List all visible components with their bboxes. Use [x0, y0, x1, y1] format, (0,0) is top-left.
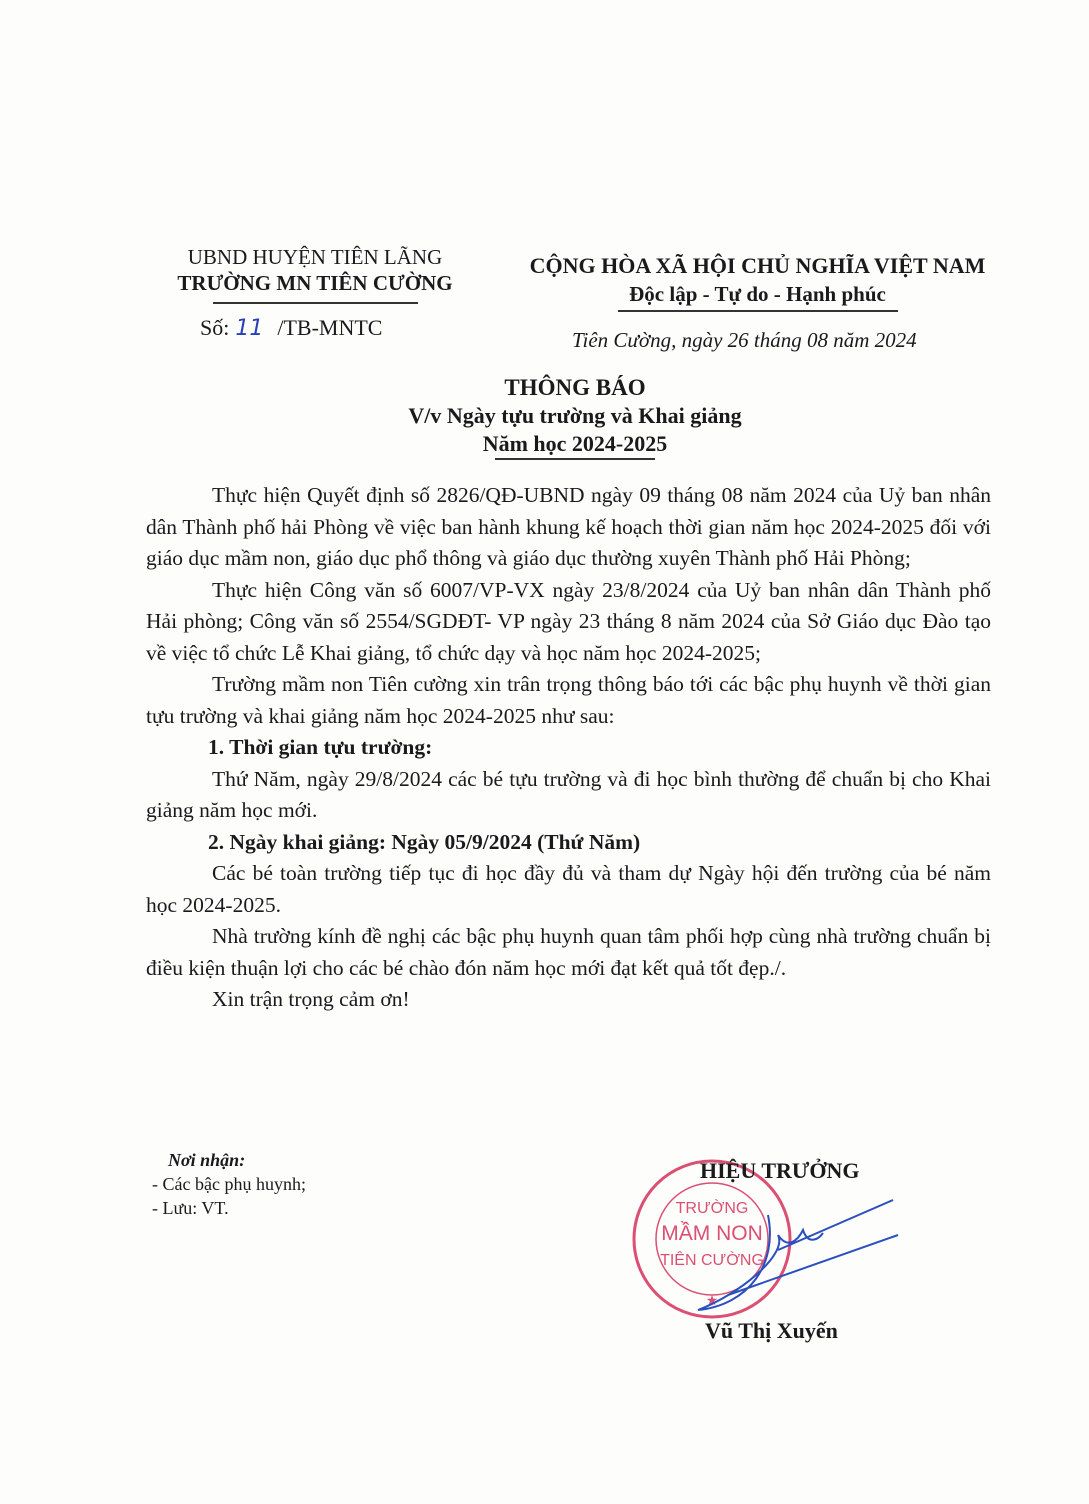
paragraph: Thực hiện Quyết định số 2826/QĐ-UBND ngày 09 tháng 08 năm 2024 của Uỷ ban nhân dân Thành phố hải Phòng về việc ban hành khung kế hoạch thời gian năm học 2024-2025 đối với giáo dục mầm non, giáo dục phổ thông và giáo dục thường xuyên Thành phố Hải Phòng;	[146, 483, 991, 570]
number-label: Số:	[200, 315, 230, 340]
divider	[618, 310, 898, 312]
document-body	[146, 480, 991, 1016]
svg-text:TRƯỜNG: TRƯỜNG	[675, 1200, 749, 1217]
issuing-authority	[150, 244, 480, 304]
signer-title: HIỆU TRƯỞNG	[700, 1158, 860, 1183]
recipient-item: - Các bậc phụ huynh;	[152, 1174, 306, 1194]
paragraph: Thứ Năm, ngày 29/8/2024 các bé tựu trường và đi học bình thường để chuẩn bị cho Khai giảng năm học mới.	[146, 766, 991, 822]
svg-text:★: ★	[705, 1294, 719, 1309]
national-heading	[505, 252, 1010, 312]
divider	[213, 302, 418, 304]
title-main: THÔNG BÁO	[504, 375, 646, 400]
paragraph: Trường mầm non Tiên cường xin trân trọng thông báo tới các bậc phụ huynh về thời gian tựu trường và khai giảng năm học 2024-2025 như sau:	[146, 672, 991, 728]
authority-line1: UBND HUYỆN TIÊN LÃNG	[187, 245, 443, 269]
title-sub2: Năm học 2024-2025	[482, 431, 668, 456]
paragraph: Thực hiện Công văn số 6007/VP-VX ngày 23/8/2024 của Uỷ ban nhân dân Thành phố Hải phòng; Công văn số 2554/SGDĐT- VP ngày 23 tháng 8 năm 2024 của Sở Giáo dục Đào tạo về việc tổ chức Lễ Khai giảng, tổ chức dạy và học năm học 2024-2025;	[146, 577, 991, 665]
number-value: 11	[235, 316, 264, 341]
paragraph: Các bé toàn trường tiếp tục đi học đầy đủ và tham dự Ngày hội đến trường của bé năm học 2024-2025.	[146, 861, 991, 917]
number-suffix: /TB-MNTC	[277, 315, 383, 340]
authority-line2: TRƯỜNG MN TIÊN CƯỜNG	[177, 271, 453, 295]
svg-text:TIÊN CƯỜNG: TIÊN CƯỜNG	[660, 1252, 764, 1269]
document-title	[300, 374, 850, 460]
document-number	[200, 315, 382, 341]
section-heading: 1. Thời gian tựu trường:	[208, 735, 433, 759]
recipients-label: Nơi nhận:	[168, 1150, 246, 1170]
paragraph: Nhà trường kính đề nghị các bậc phụ huynh quan tâm phối hợp cùng nhà trường chuẩn bị điều kiện thuận lợi cho các bé chào đón năm học mới đạt kết quả tốt đẹp./.	[146, 924, 991, 980]
motto: Độc lập - Tự do - Hạnh phúc	[629, 282, 886, 306]
section-heading: 2. Ngày khai giảng: Ngày 05/9/2024 (Thứ Năm)	[208, 829, 641, 854]
svg-text:MẦM NON: MẦM NON	[661, 1222, 763, 1245]
recipient-item: - Lưu: VT.	[152, 1198, 229, 1218]
document-date: Tiên Cường, ngày 26 tháng 08 năm 2024	[572, 328, 917, 352]
title-sub1: V/v Ngày tựu trường và Khai giảng	[408, 403, 742, 428]
nation-name: CỘNG HÒA XÃ HỘI CHỦ NGHĨA VIỆT NAM	[529, 253, 986, 278]
recipients	[152, 1148, 306, 1220]
paragraph: Xin trận trọng cảm ơn!	[212, 987, 410, 1011]
signer-name: Vũ Thị Xuyến	[705, 1318, 838, 1343]
divider	[495, 458, 655, 460]
